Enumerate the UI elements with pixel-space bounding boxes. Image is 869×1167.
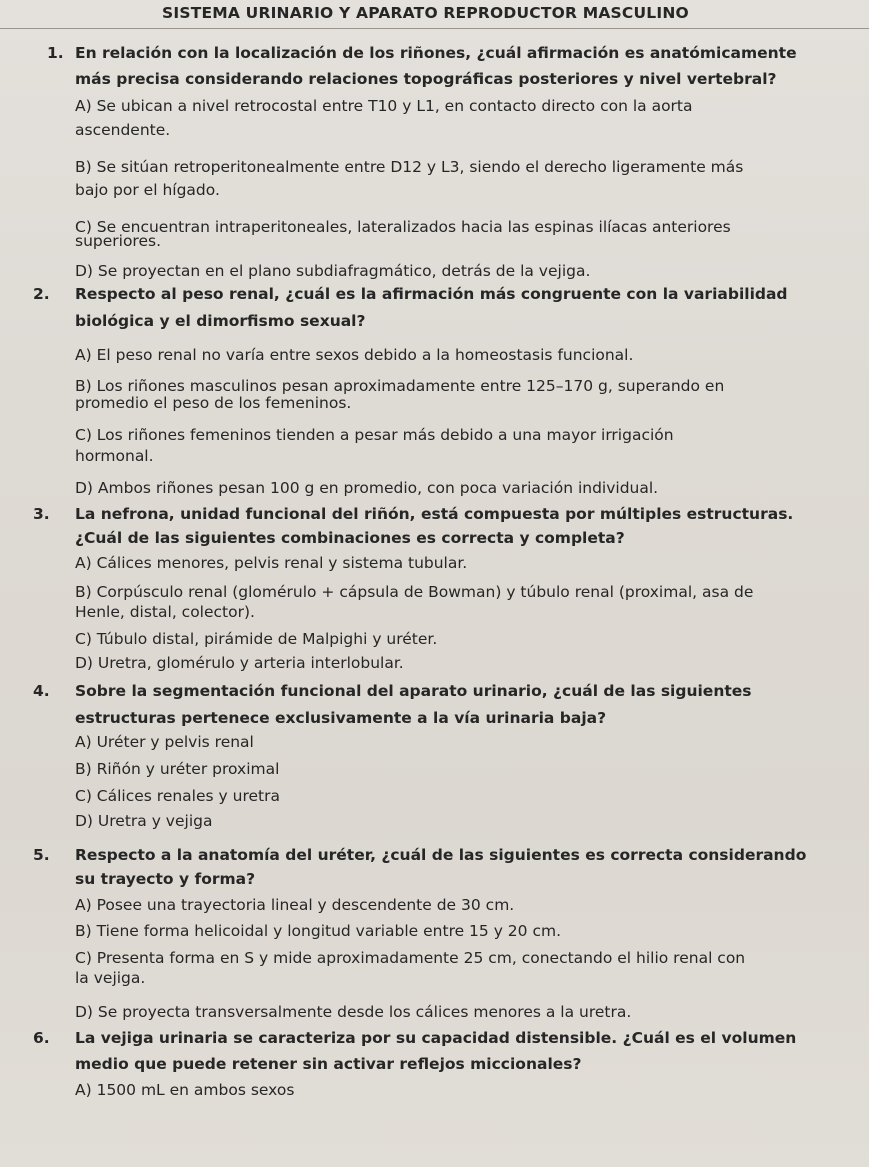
question-number: 1. [47, 44, 64, 62]
page-title: SISTEMA URINARIO Y APARATO REPRODUCTOR MASCULINO [162, 4, 689, 22]
question-stem-line: Respecto al peso renal, ¿cuál es la afirmación más congruente con la variabilidad [75, 285, 788, 303]
question-stem-line: ¿Cuál de las siguientes combinaciones es correcta y completa? [75, 529, 625, 547]
question-stem-line: medio que puede retener sin activar reflejos miccionales? [75, 1055, 582, 1073]
question-stem-line: Respecto a la anatomía del uréter, ¿cuál de las siguientes es correcta considerando [75, 846, 807, 864]
option-b: B) Corpúsculo renal (glomérulo + cápsula de Bowman) y túbulo renal (proximal, asa de [75, 583, 754, 601]
question-number: 6. [33, 1029, 50, 1047]
option-a: A) Cálices menores, pelvis renal y sistema tubular. [75, 554, 468, 572]
option-c-cont: la vejiga. [75, 969, 146, 987]
option-c: C) Los riñones femeninos tienden a pesar más debido a una mayor irrigación [75, 426, 674, 444]
option-b: B) Se sitúan retroperitonealmente entre D12 y L3, siendo el derecho ligeramente más [75, 158, 744, 176]
question-stem-line: más precisa considerando relaciones topográficas posteriores y nivel vertebral? [75, 70, 777, 88]
option-d: D) Se proyecta transversalmente desde los cálices menores a la uretra. [75, 1003, 632, 1021]
option-c: C) Cálices renales y uretra [75, 787, 280, 805]
option-b-cont: promedio el peso de los femeninos. [75, 394, 352, 412]
question-stem-line: En relación con la localización de los riñones, ¿cuál afirmación es anatómicamente [75, 44, 797, 62]
option-a: A) 1500 mL en ambos sexos [75, 1081, 295, 1099]
option-b-cont: bajo por el hígado. [75, 181, 220, 199]
option-c-cont: superiores. [75, 232, 162, 250]
question-stem-line: biológica y el dimorfismo sexual? [75, 312, 366, 330]
question-number: 4. [33, 682, 50, 700]
question-stem-line: La nefrona, unidad funcional del riñón, está compuesta por múltiples estructuras. [75, 505, 794, 523]
option-c: C) Se encuentran intraperitoneales, lateralizados hacia las espinas ilíacas anteriores [75, 218, 731, 236]
question-stem-line: Sobre la segmentación funcional del aparato urinario, ¿cuál de las siguientes [75, 682, 752, 700]
question-number: 3. [33, 505, 50, 523]
option-d: D) Ambos riñones pesan 100 g en promedio, con poca variación individual. [75, 479, 659, 497]
option-c: C) Presenta forma en S y mide aproximadamente 25 cm, conectando el hilio renal con [75, 949, 746, 967]
option-b-cont: Henle, distal, colector). [75, 603, 255, 621]
option-a: A) El peso renal no varía entre sexos debido a la homeostasis funcional. [75, 346, 634, 364]
option-b: B) Riñón y uréter proximal [75, 760, 280, 778]
option-b: B) Tiene forma helicoidal y longitud variable entre 15 y 20 cm. [75, 922, 562, 940]
question-stem-line: estructuras pertenece exclusivamente a la vía urinaria baja? [75, 709, 607, 727]
question-stem-line: La vejiga urinaria se caracteriza por su capacidad distensible. ¿Cuál es el volumen [75, 1029, 797, 1047]
option-a-cont: ascendente. [75, 121, 171, 139]
option-a: A) Posee una trayectoria lineal y descendente de 30 cm. [75, 896, 515, 914]
option-d: D) Uretra, glomérulo y arteria interlobular. [75, 654, 404, 672]
option-a: A) Se ubican a nivel retrocostal entre T10 y L1, en contacto directo con la aorta [75, 97, 693, 115]
header-rule [0, 28, 869, 29]
question-number: 2. [33, 285, 50, 303]
option-c-cont: hormonal. [75, 447, 154, 465]
question-stem-line: su trayecto y forma? [75, 870, 256, 888]
option-b: B) Los riñones masculinos pesan aproximadamente entre 125–170 g, superando en [75, 377, 725, 395]
option-d: D) Se proyectan en el plano subdiafragmático, detrás de la vejiga. [75, 262, 591, 280]
question-number: 5. [33, 846, 50, 864]
option-a: A) Uréter y pelvis renal [75, 733, 254, 751]
option-d: D) Uretra y vejiga [75, 812, 213, 830]
option-c: C) Túbulo distal, pirámide de Malpighi y uréter. [75, 630, 438, 648]
